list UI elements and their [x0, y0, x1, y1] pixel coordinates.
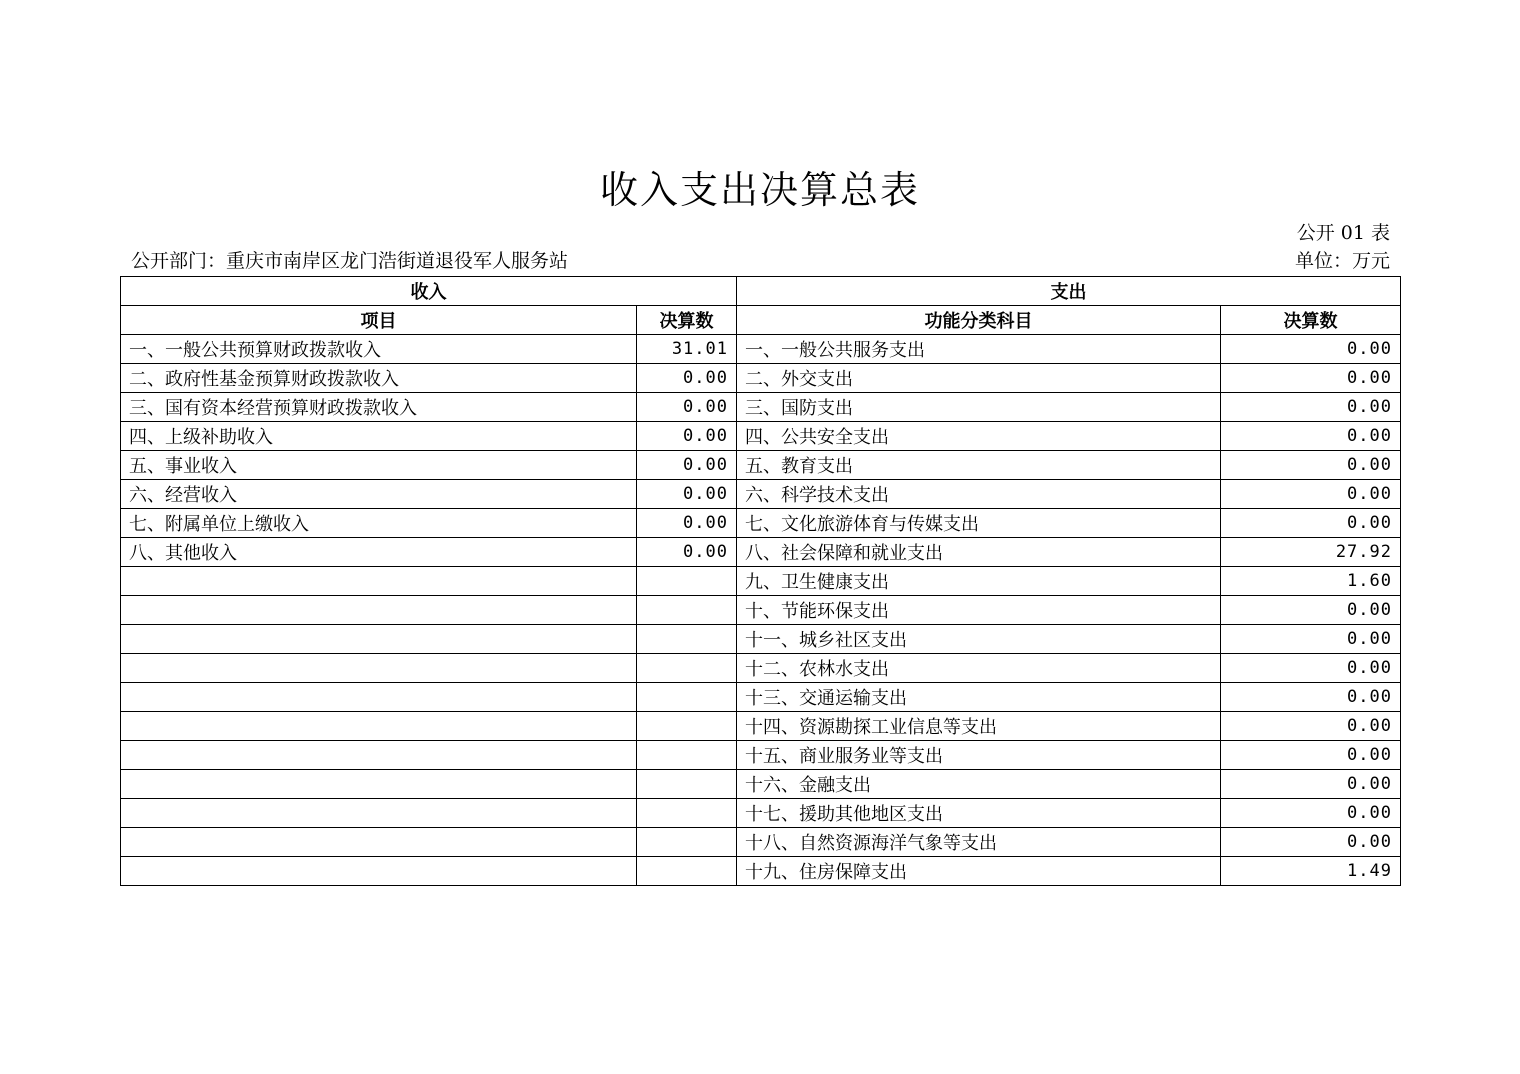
expense-item-cell: 十八、自然资源海洋气象等支出	[737, 828, 1221, 857]
income-amount-cell: 0.00	[637, 364, 737, 393]
expense-amount-column-header: 决算数	[1221, 306, 1401, 335]
income-expense-table	[120, 276, 1401, 886]
expense-amount-cell: 0.00	[1221, 828, 1401, 857]
table-row	[121, 451, 1401, 480]
income-item-cell: 六、经营收入	[121, 480, 637, 509]
income-item-cell: 一、一般公共预算财政拨款收入	[121, 335, 637, 364]
income-item-cell	[121, 828, 637, 857]
expense-amount-cell: 1.60	[1221, 567, 1401, 596]
income-item-cell: 二、政府性基金预算财政拨款收入	[121, 364, 637, 393]
expense-amount-cell: 0.00	[1221, 451, 1401, 480]
income-item-cell	[121, 857, 637, 886]
expense-amount-cell: 0.00	[1221, 422, 1401, 451]
income-item-cell	[121, 596, 637, 625]
income-item-cell	[121, 654, 637, 683]
income-amount-cell	[637, 799, 737, 828]
expense-item-cell: 十六、金融支出	[737, 770, 1221, 799]
section-header-row	[121, 277, 1401, 306]
table-row	[121, 741, 1401, 770]
income-item-cell	[121, 799, 637, 828]
expense-item-cell: 十、节能环保支出	[737, 596, 1221, 625]
table-row	[121, 770, 1401, 799]
expense-item-cell: 九、卫生健康支出	[737, 567, 1221, 596]
table-body	[121, 335, 1401, 886]
income-item-cell: 四、上级补助收入	[121, 422, 637, 451]
table-row	[121, 625, 1401, 654]
income-item-cell	[121, 712, 637, 741]
income-amount-cell	[637, 683, 737, 712]
expense-item-cell: 六、科学技术支出	[737, 480, 1221, 509]
expense-item-cell: 十四、资源勘探工业信息等支出	[737, 712, 1221, 741]
income-item-cell	[121, 567, 637, 596]
table-row	[121, 567, 1401, 596]
expense-item-cell: 一、一般公共服务支出	[737, 335, 1221, 364]
income-amount-cell	[637, 741, 737, 770]
expense-item-cell: 八、社会保障和就业支出	[737, 538, 1221, 567]
expense-amount-cell: 27.92	[1221, 538, 1401, 567]
income-item-cell	[121, 683, 637, 712]
expense-item-cell: 四、公共安全支出	[737, 422, 1221, 451]
income-item-cell: 八、其他收入	[121, 538, 637, 567]
table-row	[121, 393, 1401, 422]
income-amount-cell	[637, 828, 737, 857]
table-row	[121, 480, 1401, 509]
expense-amount-cell: 0.00	[1221, 509, 1401, 538]
table-row	[121, 857, 1401, 886]
function-category-column-header: 功能分类科目	[737, 306, 1221, 335]
expense-item-cell: 七、文化旅游体育与传媒支出	[737, 509, 1221, 538]
table-row	[121, 654, 1401, 683]
table-row	[121, 828, 1401, 857]
expense-item-cell: 十一、城乡社区支出	[737, 625, 1221, 654]
table-row	[121, 422, 1401, 451]
income-amount-cell	[637, 596, 737, 625]
expense-item-cell: 十五、商业服务业等支出	[737, 741, 1221, 770]
income-amount-cell: 0.00	[637, 480, 737, 509]
expense-amount-cell: 0.00	[1221, 625, 1401, 654]
income-item-cell	[121, 770, 637, 799]
table-row	[121, 712, 1401, 741]
table-row	[121, 335, 1401, 364]
expense-amount-cell: 0.00	[1221, 741, 1401, 770]
income-amount-cell: 0.00	[637, 538, 737, 567]
expense-item-cell: 三、国防支出	[737, 393, 1221, 422]
expense-item-cell: 五、教育支出	[737, 451, 1221, 480]
expense-item-cell: 十七、援助其他地区支出	[737, 799, 1221, 828]
item-column-header: 项目	[121, 306, 637, 335]
table-row	[121, 799, 1401, 828]
expense-amount-cell: 0.00	[1221, 799, 1401, 828]
table-row	[121, 538, 1401, 567]
table-row	[121, 683, 1401, 712]
expense-amount-cell: 0.00	[1221, 480, 1401, 509]
income-amount-cell	[637, 625, 737, 654]
income-item-cell: 七、附属单位上缴收入	[121, 509, 637, 538]
income-amount-cell	[637, 857, 737, 886]
income-amount-cell	[637, 567, 737, 596]
unit-label: 单位：万元	[1294, 250, 1390, 272]
page-title: 收入支出决算总表	[599, 168, 920, 212]
income-amount-cell: 0.00	[637, 393, 737, 422]
income-item-cell	[121, 625, 637, 654]
income-item-cell: 三、国有资本经营预算财政拨款收入	[121, 393, 637, 422]
expense-amount-cell: 0.00	[1221, 712, 1401, 741]
income-amount-cell: 0.00	[637, 509, 737, 538]
expense-item-cell: 二、外交支出	[737, 364, 1221, 393]
expense-item-cell: 十九、住房保障支出	[737, 857, 1221, 886]
form-number: 公开 01 表	[1296, 222, 1390, 244]
income-amount-cell	[637, 712, 737, 741]
department-label: 公开部门：重庆市南岸区龙门浩街道退役军人服务站	[131, 250, 569, 272]
table-row	[121, 596, 1401, 625]
expense-section-header: 支出	[737, 277, 1401, 306]
income-section-header: 收入	[121, 277, 737, 306]
income-amount-column-header: 决算数	[637, 306, 737, 335]
expense-amount-cell: 0.00	[1221, 654, 1401, 683]
expense-amount-cell: 0.00	[1221, 770, 1401, 799]
expense-item-cell: 十二、农林水支出	[737, 654, 1221, 683]
income-amount-cell	[637, 770, 737, 799]
expense-item-cell: 十三、交通运输支出	[737, 683, 1221, 712]
expense-amount-cell: 0.00	[1221, 683, 1401, 712]
income-amount-cell: 0.00	[637, 422, 737, 451]
income-amount-cell: 31.01	[637, 335, 737, 364]
expense-amount-cell: 1.49	[1221, 857, 1401, 886]
expense-amount-cell: 0.00	[1221, 393, 1401, 422]
income-item-cell	[121, 741, 637, 770]
income-item-cell: 五、事业收入	[121, 451, 637, 480]
column-header-row	[121, 306, 1401, 335]
expense-amount-cell: 0.00	[1221, 596, 1401, 625]
table-row	[121, 364, 1401, 393]
expense-amount-cell: 0.00	[1221, 335, 1401, 364]
expense-amount-cell: 0.00	[1221, 364, 1401, 393]
income-amount-cell	[637, 654, 737, 683]
table-row	[121, 509, 1401, 538]
income-amount-cell: 0.00	[637, 451, 737, 480]
